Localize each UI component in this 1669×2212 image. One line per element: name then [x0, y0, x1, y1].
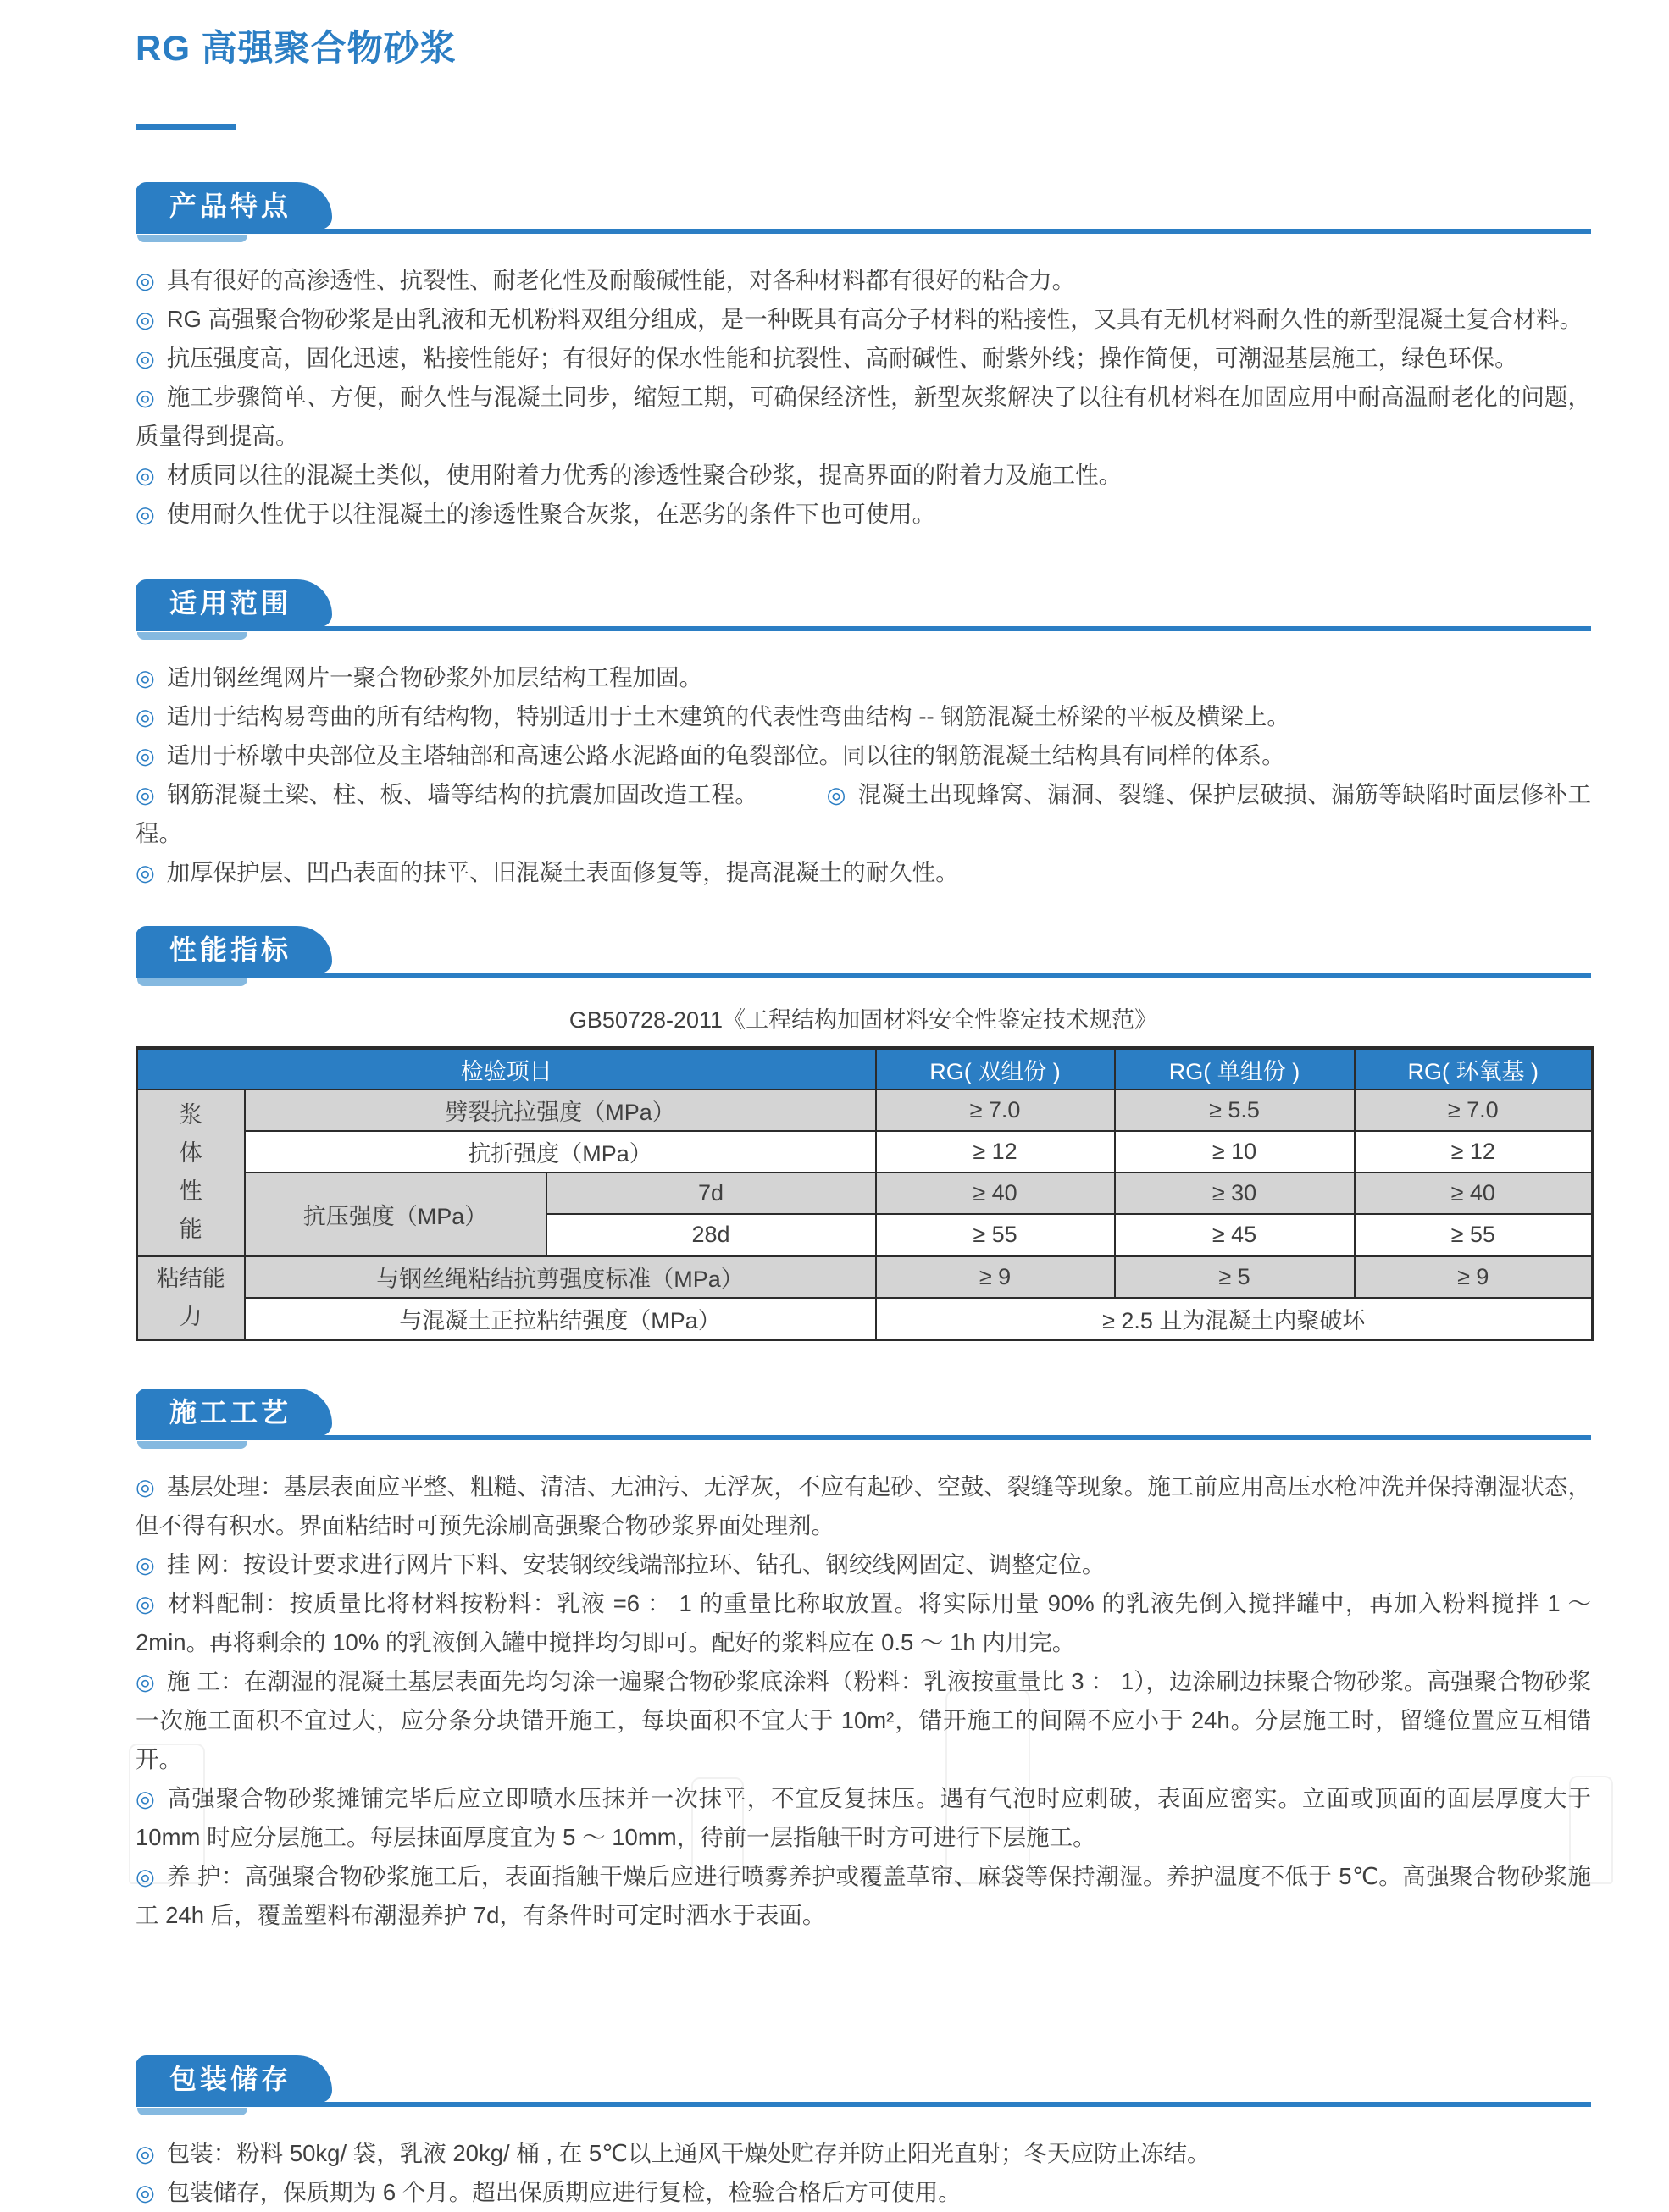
bullet-text: 施 工：在潮湿的混凝土基层表面先均匀涂一遍聚合物砂浆底涂料（粉料：乳液按重量比 3 ： 1），边涂刷边抹聚合物砂浆。高强聚合物砂浆一次施工面积不宜过大，应分条分块错开施工，每块面积不宜大于 10m²，错开施工的间隔不应小于 24h。分层施工时，留缝位置应互相错开。 [136, 1668, 1591, 1772]
row-group-label [137, 1089, 245, 1256]
bullet-text: 材料配制：按质量比将材料按粉料：乳液 =6 ： 1 的重量比称取放置。将实际用量 90% 的乳液先倒入搅拌罐中，再加入粉料搅拌 1 ～ 2min。再将剩余的 10% 的乳液倒入罐中搅拌均匀即可。配好的浆料应在 0.5 ～ 1h 内用完。 [136, 1590, 1592, 1655]
packaging-bullet-list [136, 2134, 1591, 2212]
label-line: 力 [179, 1304, 202, 1329]
table-cell: ≥ 5 [1115, 1256, 1355, 1299]
bullet-text: 养 护：高强聚合物砂浆施工后，表面指触干燥后应进行喷雾养护或覆盖草帘、麻袋等保持潮湿。养护温度不低于 5℃。高强聚合物砂浆施工 24h 后，覆盖塑料布潮湿养护 7d，有条件时可定时洒水于表面。 [136, 1863, 1591, 1928]
bullet-text: 包装：粉料 50kg/ 袋，乳液 20kg/ 桶 , 在 5℃以上通风干燥处贮存并防止阳光直射；冬天应防止冻结。 [166, 2140, 1211, 2166]
table-row [137, 1298, 1593, 1340]
column-header: 检验项目 [137, 1048, 876, 1089]
table-cell: ≥ 45 [1115, 1214, 1355, 1256]
table-cell: 与混凝土正拉粘结强度（MPa） [245, 1298, 876, 1340]
label-line: 性 [179, 1178, 202, 1204]
bullet-icon: ◎ [136, 704, 155, 729]
column-header: RG( 单组份 ) [1115, 1048, 1355, 1089]
bullet-text: 加厚保护层、凹凸表面的抹平、旧混凝土表面修复等，提高混凝土的耐久性。 [166, 859, 959, 885]
bullet-text: 使用耐久性优于以往混凝土的渗透性聚合灰浆，在恶劣的条件下也可使用。 [166, 501, 936, 527]
section-features [136, 182, 1591, 534]
label-line: 粘结能 [156, 1266, 225, 1291]
list-item [136, 1584, 1591, 1662]
bullet-icon: ◎ [136, 1552, 155, 1577]
bullet-text: 挂 网：按设计要求进行网片下料、安装钢绞线端部拉环、钻孔、钢绞线网固定、调整定位。 [166, 1551, 1106, 1577]
table-cell: 7d [546, 1173, 876, 1214]
table-row [137, 1089, 1593, 1131]
bullet-icon: ◎ [136, 1864, 156, 1889]
section-header [136, 926, 1591, 978]
table-row [137, 1173, 1593, 1214]
bullet-text: 钢筋混凝土梁、柱、板、墙等结构的抗震加固改造工程。 [167, 781, 759, 807]
list-item [136, 853, 1591, 892]
table-cell: 28d [546, 1214, 876, 1256]
table-cell: ≥ 2.5 且为混凝土内聚破坏 [876, 1298, 1593, 1340]
bullet-text: 基层处理：基层表面应平整、粗糙、清洁、无油污、无浮灰，不应有起砂、空鼓、裂缝等现象。施工前应用高压水枪冲洗并保持潮湿状态，但不得有积水。界面粘结时可预先涂刷高强聚合物砂浆界面处理剂。 [136, 1473, 1591, 1538]
list-item [136, 261, 1591, 300]
list-item [136, 736, 1591, 775]
bullet-text: RG 高强聚合物砂浆是由乳液和无机粉料双组分组成，是一种既具有高分子材料的粘接性，又具有无机材料耐久性的新型混凝土复合材料。 [166, 306, 1583, 332]
table-row [137, 1131, 1593, 1173]
bullet-icon: ◎ [826, 782, 846, 807]
watermark-graphic [129, 1744, 205, 1884]
bullet-icon: ◎ [136, 665, 155, 690]
list-item [136, 697, 1591, 736]
bullet-icon: ◎ [136, 2180, 155, 2205]
label-line: 能 [179, 1217, 202, 1242]
table-caption: GB50728-2011《工程结构加固材料安全性鉴定技术规范》 [568, 1007, 1158, 1033]
table-cell: ≥ 10 [1115, 1131, 1355, 1173]
list-item [136, 495, 1591, 534]
table-cell: 抗折强度（MPa） [245, 1131, 876, 1173]
bullet-icon: ◎ [136, 2141, 155, 2166]
section-performance [136, 926, 1591, 1341]
watermark-graphic [945, 1688, 1030, 1884]
table-cell: 与钢丝绳粘结抗剪强度标准（MPa） [245, 1256, 876, 1299]
list-item-pair [136, 775, 1591, 853]
table-cell: 劈裂抗拉强度（MPa） [245, 1089, 876, 1131]
bullet-text: 具有很好的高渗透性、抗裂性、耐老化性及耐酸碱性能，对各种材料都有很好的粘合力。 [166, 267, 1076, 293]
table-cell: ≥ 7.0 [876, 1089, 1115, 1131]
list-item [136, 378, 1591, 456]
title-underline [136, 124, 236, 130]
bullet-icon: ◎ [136, 502, 155, 527]
section-packaging [136, 2055, 1591, 2212]
watermark-graphic [1569, 1776, 1613, 1884]
section-scope [136, 579, 1591, 892]
list-item [136, 1779, 1591, 1857]
table-cell: ≥ 30 [1115, 1173, 1355, 1214]
table-cell: ≥ 40 [1355, 1173, 1593, 1214]
bullet-icon: ◎ [136, 346, 155, 371]
list-item [136, 1545, 1591, 1584]
list-item [136, 339, 1591, 378]
list-item [136, 1857, 1591, 1935]
table-cell: ≥ 12 [1355, 1131, 1593, 1173]
bullet-text: 包装储存，保质期为 6 个月。超出保质期应进行复检，检验合格后方可使用。 [166, 2179, 962, 2205]
bullet-text: 混凝土出现蜂窝、漏洞、裂缝、保护层破损、漏筋等缺陷时面层修补工程。 [136, 781, 1592, 846]
table-cell: 抗压强度（MPa） [245, 1173, 546, 1256]
label-line: 浆 [179, 1102, 202, 1128]
section-header [136, 1389, 1591, 1440]
bullet-icon: ◎ [136, 307, 155, 332]
list-item [136, 2134, 1591, 2173]
bullet-icon: ◎ [136, 860, 155, 885]
table-header-row [137, 1048, 1593, 1089]
scope-bullet-list [136, 658, 1591, 892]
table-row [137, 1256, 1593, 1299]
bullet-text: 适用于结构易弯曲的所有结构物，特别适用于土木建筑的代表性弯曲结构 -- 钢筋混凝土桥梁的平板及横梁上。 [166, 703, 1290, 729]
section-heading-badge: 适用范围 [136, 579, 332, 627]
section-header [136, 579, 1591, 631]
row-group-label [137, 1256, 245, 1340]
table-cell: ≥ 55 [876, 1214, 1115, 1256]
process-bullet-list [136, 1467, 1591, 1935]
section-heading-badge: 施工工艺 [136, 1389, 332, 1436]
list-item [136, 300, 1591, 339]
bullet-icon: ◎ [136, 268, 155, 293]
bullet-icon: ◎ [136, 743, 155, 768]
bullet-text: 材质同以往的混凝土类似，使用附着力优秀的渗透性聚合砂浆，提高界面的附着力及施工性。 [166, 462, 1123, 488]
table-cell: ≥ 5.5 [1115, 1089, 1355, 1131]
performance-table [136, 1046, 1594, 1341]
table-cell: ≥ 9 [876, 1256, 1115, 1299]
bullet-text: 适用于桥墩中央部位及主塔轴部和高速公路水泥路面的龟裂部位。同以往的钢筋混凝土结构具有同样的体系。 [166, 742, 1285, 768]
bullet-text: 高强聚合物砂浆摊铺完毕后应立即喷水压抹并一次抹平，不宜反复抹压。遇有气泡时应刺破，表面应密实。立面或顶面的面层厚度大于 10mm 时应分层施工。每层抹面厚度宜为 5 ～ 10mm，待前一层指触干时方可进行下层施工。 [136, 1785, 1591, 1850]
bullet-icon: ◎ [136, 1786, 156, 1811]
table-cell: ≥ 55 [1355, 1214, 1593, 1256]
bullet-icon: ◎ [136, 782, 156, 807]
list-item [136, 456, 1591, 495]
column-header: RG( 环氧基 ) [1355, 1048, 1593, 1089]
bullet-text: 适用钢丝绳网片一聚合物砂浆外加层结构工程加固。 [166, 664, 703, 690]
bullet-icon: ◎ [136, 1669, 155, 1694]
list-item [136, 658, 1591, 697]
section-heading-badge: 包装储存 [136, 2055, 332, 2103]
bullet-icon: ◎ [136, 1591, 156, 1616]
bullet-icon: ◎ [136, 385, 155, 410]
bullet-text: 抗压强度高，固化迅速，粘接性能好；有很好的保水性能和抗裂性、高耐碱性、耐紫外线；操作简便，可潮湿基层施工，绿色环保。 [166, 345, 1518, 371]
features-bullet-list [136, 261, 1591, 534]
section-heading-badge: 产品特点 [136, 182, 332, 230]
bullet-icon: ◎ [136, 1474, 155, 1500]
section-header [136, 182, 1591, 234]
section-header [136, 2055, 1591, 2107]
table-cell: ≥ 7.0 [1355, 1089, 1593, 1131]
label-line: 体 [179, 1140, 202, 1166]
page-title: RG 高强聚合物砂浆 [136, 28, 457, 68]
watermark-graphic [691, 1777, 744, 1884]
table-cell: ≥ 12 [876, 1131, 1115, 1173]
table-cell: ≥ 40 [876, 1173, 1115, 1214]
column-header: RG( 双组份 ) [876, 1048, 1115, 1089]
bullet-text: 施工步骤简单、方便，耐久性与混凝土同步，缩短工期，可确保经济性，新型灰浆解决了以往有机材料在加固应用中耐高温耐老化的问题，质量得到提高。 [136, 384, 1591, 449]
section-process [136, 1389, 1591, 1935]
section-heading-badge: 性能指标 [136, 926, 332, 973]
bullet-icon: ◎ [136, 463, 155, 488]
list-item [136, 1662, 1591, 1779]
list-item [136, 2173, 1591, 2212]
list-item [136, 1467, 1591, 1545]
table-cell: ≥ 9 [1355, 1256, 1593, 1299]
